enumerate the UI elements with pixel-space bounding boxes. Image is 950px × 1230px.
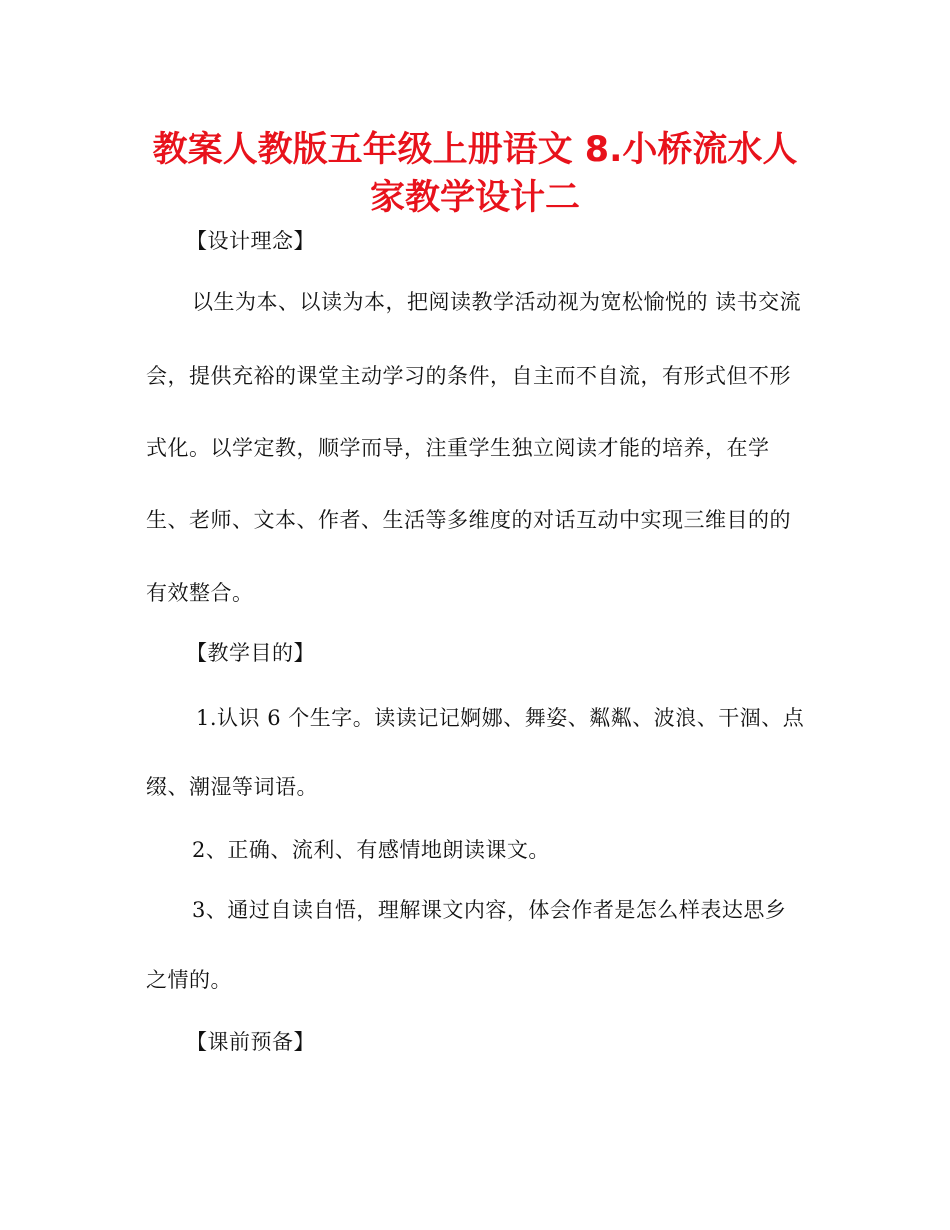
paragraph-line: 有效整合。 [146,581,254,605]
paragraph-line: 以生为本、以读为本，把阅读教学活动视为宽松愉悦的 读书交流 [192,290,802,314]
goal-3-line-1: 3、通过自读自悟，理解课文内容，体会作者是怎么样表达思乡 [192,898,787,922]
section-heading-design-concept: 【设计理念】 [186,229,315,253]
section-heading-preparation: 【课前预备】 [186,1030,315,1054]
goal-1-line-2: 缀、潮湿等词语。 [146,775,318,799]
goal-2: 2、正确、流利、有感情地朗读课文。 [192,838,550,862]
paragraph-line: 生、老师、文本、作者、生活等多维度的对话互动中实现三维目的的 [146,508,791,532]
paragraph-line: 式化。以学定教，顺学而导，注重学生独立阅读才能的培养，在学 [146,436,770,460]
section-heading-teaching-goals: 【教学目的】 [186,641,315,665]
document-title-line-2: 家教学设计二 [369,178,580,218]
goal-1-line-1: 1.认识 6 个生字。读读记记婀娜、舞姿、粼粼、波浪、干涸、点 [196,706,805,730]
goal-3-line-2: 之情的。 [146,968,232,992]
paragraph-line: 会，提供充裕的课堂主动学习的条件，自主而不自流，有形式但不形 [146,364,791,388]
document-title-line-1: 教案人教版五年级上册语文 8.小桥流水人 [152,130,798,170]
